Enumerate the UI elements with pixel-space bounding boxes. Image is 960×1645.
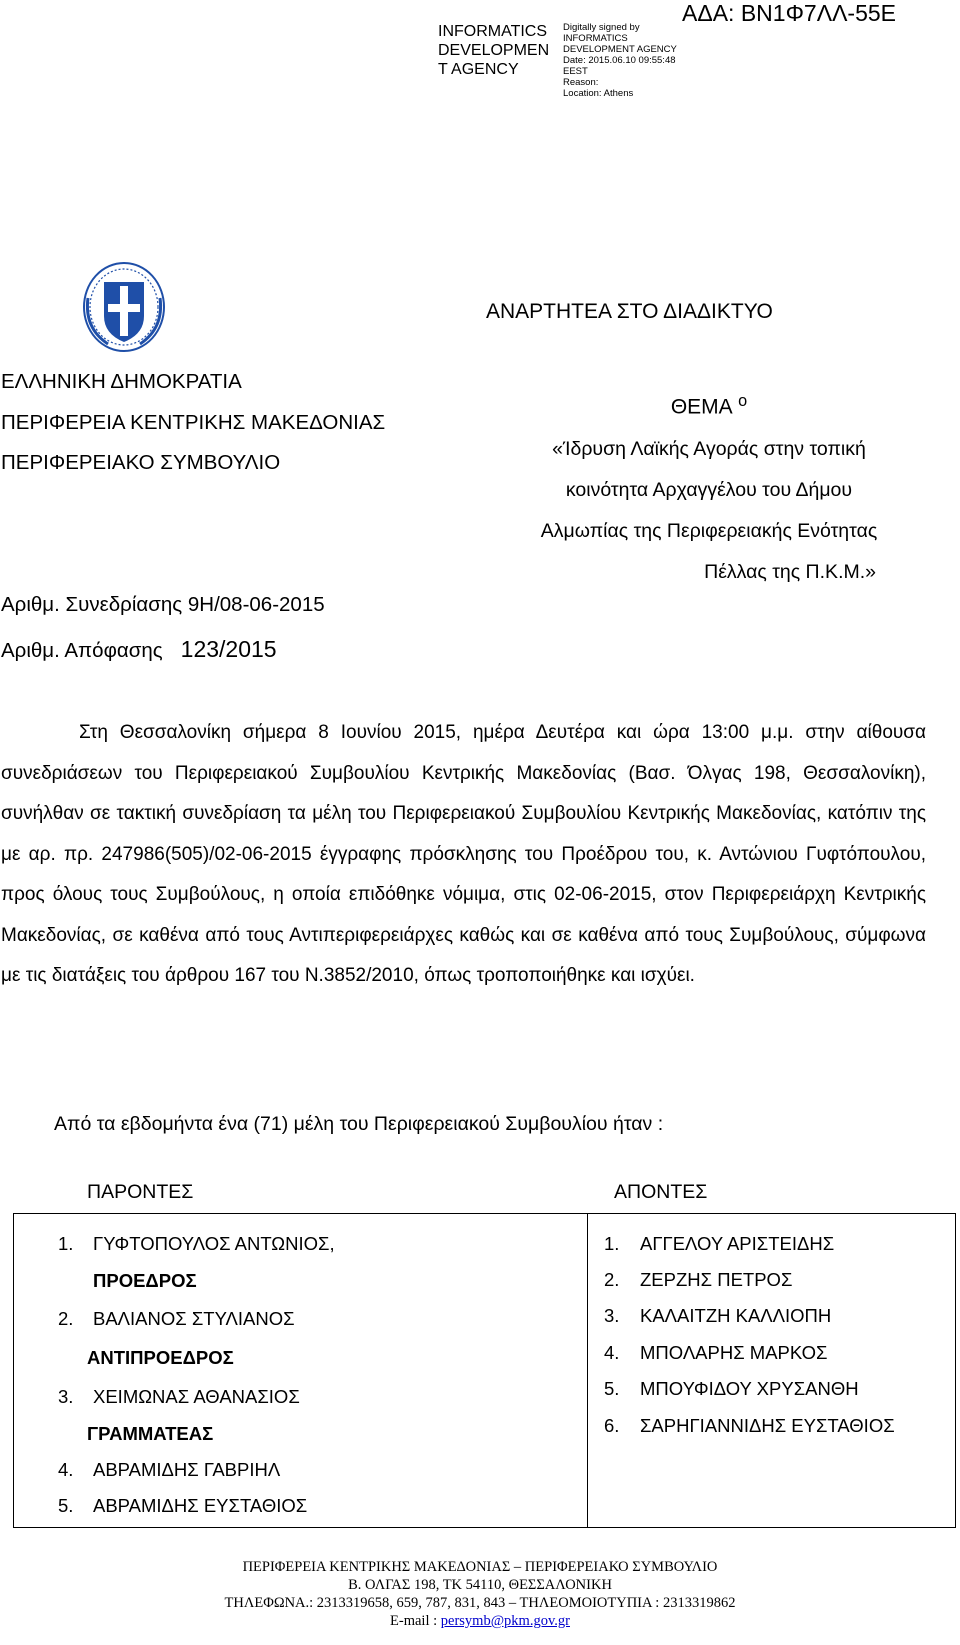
item-number: 3. xyxy=(58,1386,74,1407)
present-item xyxy=(58,1495,308,1517)
signature-detail-line: Location: Athens xyxy=(563,88,634,99)
subject-line: Αλμωπίας της Περιφερειακής Ενότητας xyxy=(540,519,878,542)
present-item xyxy=(58,1459,281,1481)
item-number: 5. xyxy=(58,1495,74,1516)
signature-detail-line: EEST xyxy=(563,66,588,77)
member-name: ΑΒΡΑΜΙΔΗΣ ΕΥΣΤΑΘΙΟΣ xyxy=(93,1495,308,1516)
signature-org-line: T AGENCY xyxy=(438,61,519,78)
absent-item xyxy=(604,1305,832,1327)
item-number: 6. xyxy=(604,1415,620,1436)
member-role: ΓΡΑΜΜΑΤΕΑΣ xyxy=(87,1423,214,1444)
member-name: ΒΑΛΙΑΝΟΣ ΣΤΥΛΙΑΝΟΣ xyxy=(93,1308,295,1329)
present-item xyxy=(58,1233,335,1255)
member-name: ΖΕΡΖΗΣ ΠΕΤΡΟΣ xyxy=(640,1269,793,1290)
member-name: ΑΒΡΑΜΙΔΗΣ ΓΑΒΡΙΗΛ xyxy=(93,1459,281,1480)
decision-number: 123/2015 xyxy=(180,636,277,662)
absent-item xyxy=(604,1233,835,1255)
subject-marker: ο xyxy=(738,392,748,410)
signature-organization xyxy=(438,22,549,79)
footer-line: ΠΕΡΙΦΕΡΕΙΑ ΚΕΝΤΡΙΚΗΣ ΜΑΚΕΔΟΝΙΑΣ – ΠΕΡΙΦΕΡΕΙΑΚΟ ΣΥΜΒΟΥΛΙΟ xyxy=(242,1559,718,1575)
member-name: ΣΑΡΗΓΙΑΝΝΙΔΗΣ ΕΥΣΤΑΘΙΟΣ xyxy=(640,1415,895,1436)
body-text: Στη Θεσσαλονίκη σήμερα 8 Ιουνίου 2015, ημέρα Δευτέρα και ώρα 13:00 μ.μ. στην αίθουσα συνεδριάσεων του Περιφερειακού Συμβουλίου Κεντρικής Μακεδονίας (Βασ. Όλγας 198, Θεσσαλονίκη), συνήλθαν σε τακτική συνεδρίαση τα μέλη του Περιφερειακού Συμβουλίου Κεντρικής Μακεδονίας, κατόπιν της με αρ. πρ. 247986(505)/02-06-2015 έγγραφης πρόσκλησης του Προέδρου του, κ. Αντώνιου Γυφτόπουλου, προς όλους τους Συμβούλους, η οποία επιδόθηκε νόμιμα, στις 02-06-2015, στον Περιφερειάρχη Κεντρικής Μακεδονίας, σε καθένα από τους Αντιπεριφερειάρχες καθώς και σε καθένα από τους Συμβούλους, σύμφωνα με τις διατάξεις του άρθρου 167 του Ν.3852/2010, όπως τροποποιήθηκε και ισχύει. xyxy=(1,722,926,986)
subject-line: Πέλλας της Π.Κ.Μ.» xyxy=(704,560,876,583)
member-role: ΠΡΟΕΔΡΟΣ xyxy=(93,1270,197,1291)
member-role: ΑΝΤΙΠΡΟΕΔΡΟΣ xyxy=(87,1347,234,1368)
absent-heading: ΑΠΟΝΤΕΣ xyxy=(614,1181,708,1203)
decision-line xyxy=(1,636,277,663)
signature-details xyxy=(563,22,677,99)
absent-item xyxy=(604,1342,828,1364)
absent-item xyxy=(604,1269,793,1291)
absent-item xyxy=(604,1378,859,1400)
footer-line: Β. ΟΛΓΑΣ 198, ΤΚ 54110, ΘΕΣΣΑΛΟΝΙΚΗ xyxy=(348,1577,612,1593)
member-name: ΓΥΦΤΟΠΟΥΛΟΣ ΑΝΤΩΝΙΟΣ, xyxy=(93,1233,335,1254)
member-name: ΜΠΟΥΦΙΔΟΥ ΧΡΥΣΑΝΘΗ xyxy=(640,1378,859,1399)
signature-detail-line: DEVELOPMENT AGENCY xyxy=(563,44,677,55)
signature-org-line: INFORMATICS xyxy=(438,23,548,40)
present-item xyxy=(58,1386,300,1408)
member-name: ΑΓΓΕΛΟΥ ΑΡΙΣΤΕΙΔΗΣ xyxy=(640,1233,835,1254)
absent-item xyxy=(604,1415,895,1437)
present-item xyxy=(58,1308,295,1330)
item-number: 1. xyxy=(58,1233,74,1254)
state-name: ΕΛΛΗΝΙΚΗ ΔΗΜΟΚΡΑΤΙΑ xyxy=(1,370,242,393)
signature-org-line: DEVELOPMEN xyxy=(438,42,550,59)
greek-state-emblem-icon xyxy=(78,258,170,356)
members-intro: Από τα εβδομήντα ένα (71) μέλη του Περιφερειακού Συμβουλίου ήταν : xyxy=(54,1113,664,1135)
region-name: ΠΕΡΙΦΕΡΕΙΑ ΚΕΝΤΡΙΚΗΣ ΜΑΚΕΔΟΝΙΑΣ xyxy=(1,411,386,434)
subject-label: ΘΕΜΑ xyxy=(670,395,733,419)
publish-notice: ΑΝΑΡΤΗΤΕΑ ΣΤΟ ΔΙΑΔΙΚΤΥΟ xyxy=(486,300,773,323)
ada-code: ΑΔΑ: ΒΝ1Φ7ΛΛ-55Ε xyxy=(682,0,897,26)
item-number: 3. xyxy=(604,1305,620,1326)
subject-block xyxy=(480,381,938,593)
item-number: 4. xyxy=(58,1459,74,1480)
member-name: ΜΠΟΛΑΡΗΣ ΜΑΡΚΟΣ xyxy=(640,1342,828,1363)
item-number: 2. xyxy=(604,1269,620,1290)
item-number: 4. xyxy=(604,1342,620,1363)
session-number: Αριθμ. Συνεδρίασης 9Η/08-06-2015 xyxy=(1,593,325,616)
email-link[interactable]: persymb@pkm.gov.gr xyxy=(440,1613,570,1629)
subject-heading xyxy=(480,381,938,429)
page-footer xyxy=(0,1558,960,1630)
member-name: ΧΕΙΜΩΝΑΣ ΑΘΑΝΑΣΙΟΣ xyxy=(93,1386,300,1407)
footer-line: ΤΗΛΕΦΩΝΑ.: 2313319658, 659, 787, 831, 843 – ΤΗΛΕΟΜΟΙΟΤΥΠΙΑ : 2313319862 xyxy=(224,1595,736,1611)
signature-detail-line: INFORMATICS xyxy=(563,33,628,44)
subject-line: «Ίδρυση Λαϊκής Αγοράς στην τοπική xyxy=(552,437,866,460)
decision-label: Αριθμ. Απόφασης xyxy=(1,639,163,662)
email-label: E-mail : xyxy=(390,1613,441,1629)
subject-line: κοινότητα Αρχαγγέλου του Δήμου xyxy=(565,478,853,501)
item-number: 5. xyxy=(604,1378,620,1399)
present-heading: ΠΑΡΟΝΤΕΣ xyxy=(87,1181,194,1203)
signature-detail-line: Digitally signed by xyxy=(563,22,640,33)
footer-email-line xyxy=(0,1612,960,1630)
table-divider xyxy=(587,1213,588,1528)
signature-detail-line: Reason: xyxy=(563,77,599,88)
signature-detail-line: Date: 2015.06.10 09:55:48 xyxy=(563,55,676,66)
member-name: ΚΑΛΑΙΤΖΗ ΚΑΛΛΙΟΠΗ xyxy=(640,1305,832,1326)
item-number: 1. xyxy=(604,1233,620,1254)
council-name: ΠΕΡΙΦΕΡΕΙΑΚΟ ΣΥΜΒΟΥΛΙΟ xyxy=(1,451,281,474)
item-number: 2. xyxy=(58,1308,74,1329)
body-paragraph xyxy=(1,713,926,997)
